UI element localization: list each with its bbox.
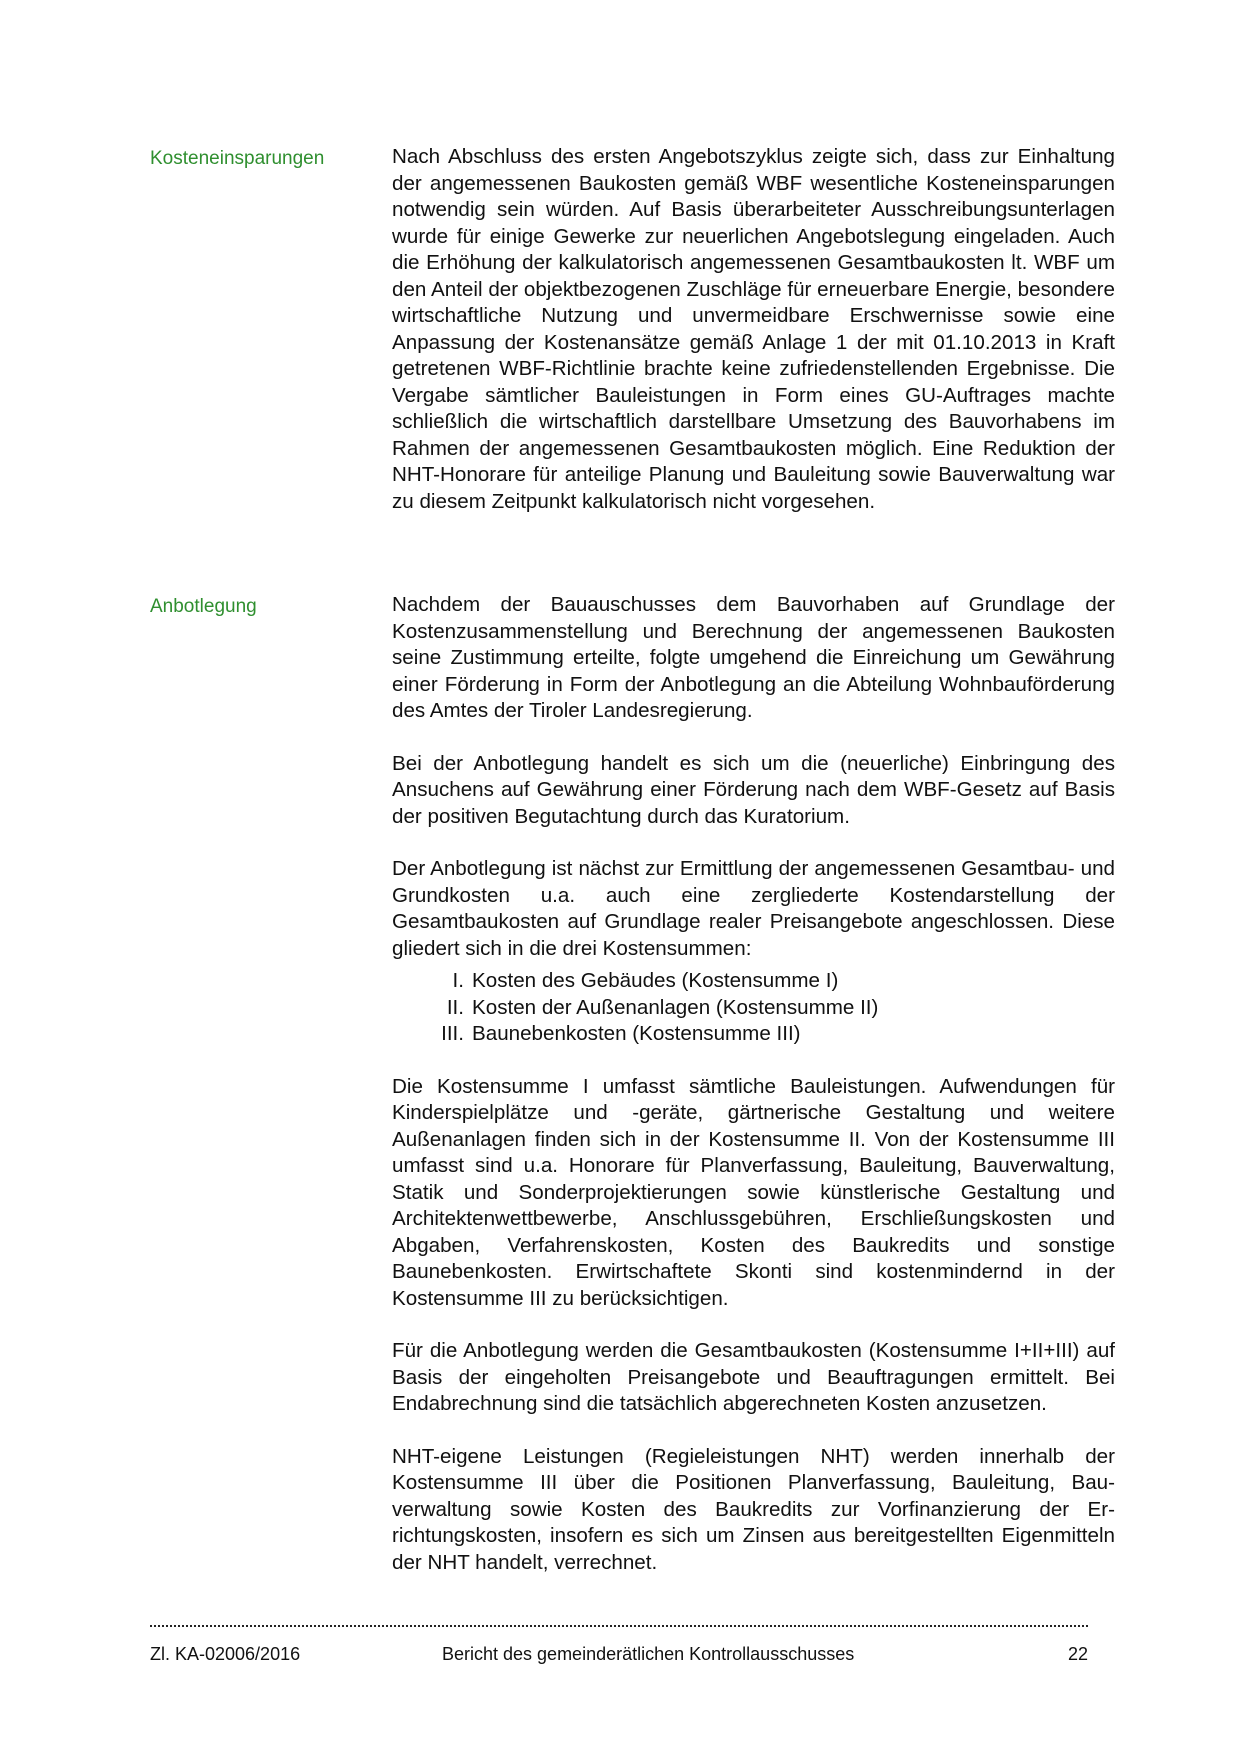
- page-number: 22: [1067, 1644, 1088, 1664]
- footer-dotted-rule: [150, 1625, 1088, 1627]
- footer-title: Bericht des gemeinderätlichen Kontrollausschusses: [442, 1644, 855, 1664]
- list-item: [392, 995, 1115, 1022]
- list-item: [392, 1021, 1115, 1048]
- paragraph: Die Kostensumme I umfasst sämtliche Bauleistungen. Aufwendungen für Kinderspielplätze und -geräte, gärtnerische Gestaltung und weitere Außenanlagen finden sich in der Kostensumme II. Von der Kostensumme III umfasst sind u.a. Honorare für Planverfassung, Bauleitung, Bauverwaltung, Statik und Sonderprojektierungen sowie künstlerische Gestaltung und Architektenwettbewerbe, Anschlussgebühren, Erschließungskosten und Abgaben, Verfahrenskosten, Kosten des Baukredits und sonstige Baunebenkosten. Erwirtschaftete Skonti sind kostenmindernd in der Kostensumme III zu berücksichtigen.: [392, 1074, 1115, 1310]
- paragraph: NHT-eigene Leistungen (Regieleistungen NHT) werden innerhalb der Kostensumme III über die Positionen Planverfassung, Bauleitung, Bauverwaltung sowie Kosten des Baukredits zur Vorfinanzierung der Errichtungskosten, insofern es sich um Zinsen aus bereitgestellten Eigenmitteln der NHT handelt, verrechnet.: [392, 1444, 1115, 1574]
- margin-heading-anbotlegung: Anbotlegung: [150, 596, 257, 617]
- paragraph: Bei der Anbotlegung handelt es sich um die (neuerliche) Einbringung des Ansuchens auf Gewährung einer Förderung nach dem WBF-Gesetz auf Basis der positiven Begutachtung durch das Kuratorium.: [392, 751, 1115, 828]
- paragraph: Für die Anbotlegung werden die Gesamtbaukosten (Kostensumme I+II+III) auf Basis der eingeholten Preisangebote und Beauftragungen ermittelt. Bei Endabrechnung sind die tatsächlich abgerechneten Kosten anzusetzen.: [392, 1339, 1115, 1415]
- section-kosteneinsparungen: [150, 144, 1115, 515]
- paragraph: Der Anbotlegung ist nächst zur Ermittlung der angemessenen Gesamtbau- und Grundkosten u.a. auch eine zergliederte Kostendarstellung der Gesamtbaukosten auf Grundlage realer Preisangebote angeschlossen. Diese gliedert sich in die drei Kostensummen:: [392, 857, 1115, 960]
- list-item-number: II.: [446, 995, 464, 1019]
- paragraph: Nach Abschluss des ersten Angebotszyklus zeigte sich, dass zur Einhaltung der angemessenen Baukosten gemäß WBF wesentliche Kosteneinsparungen notwendig sein würden. Auf Basis überarbeiteter Ausschreibungsunterlagen wurde für einige Gewerke zur neuerlichen Angebotslegung eingeladen. Auch die Erhöhung der kalkulatorisch angemessenen Gesamtbaukosten lt. WBF um den Anteil der objektbezogenen Zuschläge für erneuerbare Energie, besondere wirtschaftliche Nutzung und unvermeidbare Erschwernisse sowie eine Anpassung der Kostenansätze gemäß Anlage 1 der mit 01.10.2013 in Kraft getretenen WBF-Richtlinie brachte keine zufriedenstellenden Ergebnisse. Die Vergabe sämtlicher Bauleistungen in Form eines GU-Auftrages machte schließlich die wirtschaftlich darstellbare Umsetzung des Bauvorhabens im Rahmen der angemessenen Gesamtbaukosten möglich. Eine Reduktion der NHT-Honorare für anteilige Planung und Bauleitung sowie Bauverwaltung war zu diesem Zeitpunkt kalkulatorisch nicht vorgesehen.: [392, 145, 1115, 513]
- list-item-text: Kosten der Außenanlagen (Kostensumme II): [472, 995, 879, 1019]
- kostensummen-list: [392, 968, 1115, 1048]
- section-anbotlegung: [150, 592, 1115, 1576]
- margin-heading-kosteneinsparungen: Kosteneinsparungen: [150, 148, 325, 169]
- page-footer: [150, 1641, 1088, 1667]
- list-item: [392, 968, 1115, 995]
- paragraph: Nachdem der Bauauschusses dem Bauvorhaben auf Grundlage der Kostenzusammenstellung und Berechnung der angemessenen Baukosten seine Zustimmung erteilte, folgte umgehend die Einreichung um Gewährung einer Förderung in Form der Anbotlegung an die Abteilung Wohnbauförderung des Amtes der Tiroler Landesregierung.: [392, 593, 1115, 722]
- list-item-text: Baunebenkosten (Kostensumme III): [472, 1022, 801, 1045]
- section-body: [392, 144, 1115, 515]
- list-item-number: III.: [441, 1022, 464, 1045]
- section-body: [392, 592, 1115, 1576]
- list-item-text: Kosten des Gebäudes (Kostensumme I): [472, 969, 839, 992]
- list-item-number: I.: [452, 969, 464, 992]
- footer-reference: Zl. KA-02006/2016: [150, 1644, 301, 1664]
